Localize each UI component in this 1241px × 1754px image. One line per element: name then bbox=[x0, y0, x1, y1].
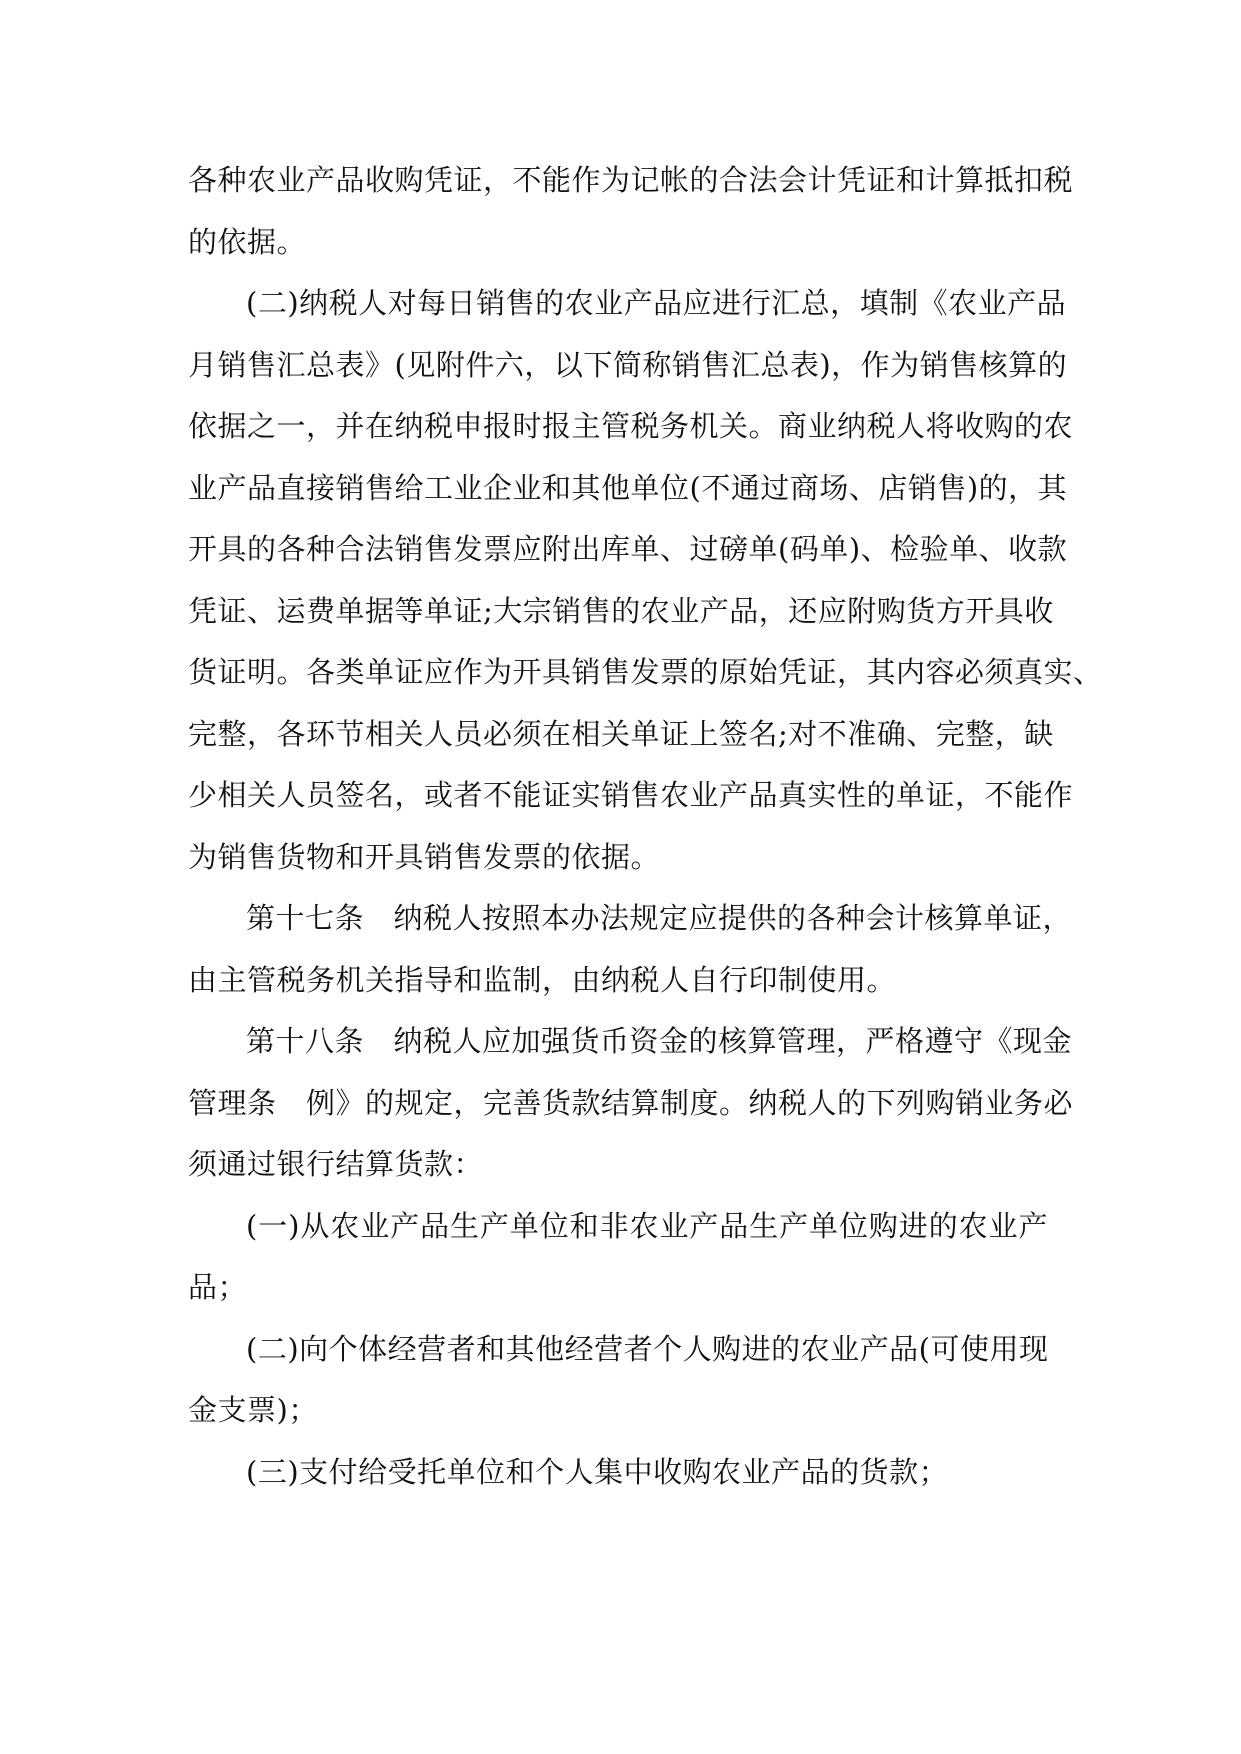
text-line: (二)纳税人对每日销售的农业产品应进行汇总，填制《农业产品 bbox=[246, 286, 1067, 320]
text-line: 货证明。各类单证应作为开具销售发票的原始凭证，其内容必须真实、 bbox=[188, 655, 1103, 689]
text-line: 月销售汇总表》(见附件六，以下简称销售汇总表)，作为销售核算的 bbox=[188, 347, 1068, 382]
text-line: 凭证、运费单据等单证;大宗销售的农业产品，还应附购货方开具收 bbox=[188, 593, 1054, 628]
text-line: 各种农业产品收购凭证，不能作为记帐的合法会计凭证和计算抵扣税 bbox=[188, 163, 1074, 197]
text-line: 第十八条 纳税人应加强货币资金的核算管理，严格遵守《现金 bbox=[246, 1024, 1073, 1058]
text-line: 开具的各种合法销售发票应附出库单、过磅单(码单)、检验单、收款 bbox=[188, 532, 1068, 566]
text-line: 由主管税务机关指导和监制，由纳税人自行印制使用。 bbox=[188, 962, 897, 997]
text-line: 的依据。 bbox=[188, 224, 307, 259]
text-line: 品； bbox=[188, 1270, 248, 1304]
text-line: 管理条 例》的规定，完善货款结算制度。纳税人的下列购销业务必 bbox=[188, 1085, 1074, 1120]
document-page bbox=[188, 150, 1103, 1503]
text-line: (三)支付给受托单位和个人集中收购农业产品的货款； bbox=[246, 1454, 949, 1489]
text-line: (一)从农业产品生产单位和非农业产品生产单位购进的农业产 bbox=[246, 1208, 1048, 1243]
text-line: 业产品直接销售给工业企业和其他单位(不通过商场、店销售)的，其 bbox=[188, 470, 1068, 505]
text-line: 完整，各环节相关人员必须在相关单证上签名;对不准确、完整，缺 bbox=[188, 716, 1054, 751]
text-line: 须通过银行结算货款： bbox=[188, 1147, 484, 1181]
text-line: 为销售货物和开具销售发票的依据。 bbox=[188, 839, 661, 874]
text-line: (二)向个体经营者和其他经营者个人购进的农业产品(可使用现 bbox=[246, 1331, 1049, 1366]
text-line: 金支票)； bbox=[188, 1393, 318, 1427]
text-line: 依据之一，并在纳税申报时报主管税务机关。商业纳税人将收购的农 bbox=[188, 409, 1074, 443]
text-line: 少相关人员签名，或者不能证实销售农业产品真实性的单证，不能作 bbox=[188, 778, 1074, 812]
text-line: 第十七条 纳税人按照本办法规定应提供的各种会计核算单证， bbox=[246, 901, 1073, 935]
